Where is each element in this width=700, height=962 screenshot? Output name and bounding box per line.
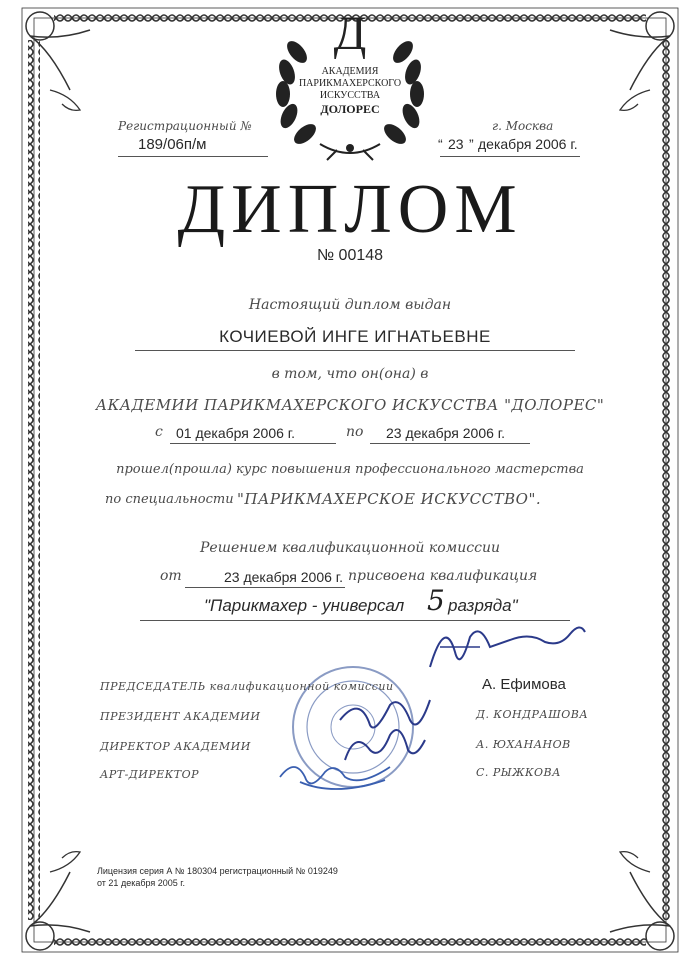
commission-label: Решением квалификационной комиссии — [200, 540, 500, 556]
logo-line-2: ПАРИКМАХЕРСКОГО — [298, 78, 402, 89]
recipient-name: КОЧИЕВОЙ ИНГЕ ИГНАТЬЕВНЕ — [219, 327, 491, 346]
course-line-1: прошел(прошла) курс повышения профессионального мастерства — [116, 462, 584, 477]
date-quote-open: “ — [438, 136, 443, 152]
signatory-role-director: ДИРЕКТОР АКАДЕМИИ — [100, 740, 251, 753]
qualification: "Парикмахер - универсал — [204, 596, 405, 615]
commission-date-underline — [185, 587, 345, 588]
registration-number: 189/06п/м — [138, 136, 207, 153]
issued-label: Настоящий диплом выдан — [248, 297, 452, 313]
diploma-number: № 00148 — [316, 247, 384, 264]
signatory-role-chairman: ПРЕДСЕДАТЕЛЬ квалификационной комиссии — [100, 680, 394, 693]
signatory-name-director: А. ЮХАНАНОВ — [476, 738, 571, 751]
commission-from-label: от — [160, 568, 182, 584]
diploma-title: ДИПЛОМ — [177, 171, 523, 248]
signatory-name-art-director: С. РЫЖКОВА — [476, 766, 561, 779]
registration-label: Регистрационный № — [118, 119, 252, 133]
logo-line-3: ИСКУССТВА — [319, 90, 381, 101]
qualification-grade: 5 — [427, 584, 445, 617]
chairman-signature — [420, 612, 590, 674]
specialty-label: по специальности — [105, 492, 234, 507]
side-ornament-left — [50, 90, 80, 872]
side-ornament-right — [620, 90, 650, 872]
logo-letter: Д — [333, 7, 367, 60]
signatory-role-president: ПРЕЗИДЕНТ АКАДЕМИИ — [100, 710, 261, 723]
date-quote-close: ” — [469, 136, 474, 152]
logo-line-4: ДОЛОРЕС — [320, 102, 380, 116]
issue-date-day: 23 — [448, 136, 464, 152]
to-date-underline — [370, 443, 530, 444]
specialty-name: "ПАРИКМАХЕРСКОЕ ИСКУССТВО". — [237, 490, 542, 508]
signatory-name-president: Д. КОНДРАШОВА — [476, 708, 589, 721]
city-label: г. Москва — [492, 119, 554, 133]
license-line-1: Лицензия серия А № 180304 регистрационный № 019249 — [97, 866, 338, 876]
period-from-date: 01 декабря 2006 г. — [176, 425, 296, 441]
qualification-suffix: разряда" — [448, 596, 518, 615]
issue-date-month-year: декабря 2006 г. — [478, 136, 578, 152]
period-to-date: 23 декабря 2006 г. — [386, 425, 506, 441]
signatory-role-art-director: АРТ-ДИРЕКТОР — [100, 768, 200, 781]
art-director-signature — [275, 752, 395, 802]
commission-date: 23 декабря 2006 г. — [224, 569, 344, 585]
logo-line-1: АКАДЕМИЯ — [321, 66, 379, 77]
academy-name: АКАДЕМИИ ПАРИКМАХЕРСКОГО ИСКУССТВА "ДОЛОРЕС" — [95, 396, 605, 414]
period-from-label: с — [155, 424, 163, 440]
recipient-underline — [135, 350, 575, 351]
date-underline — [440, 156, 580, 157]
assigned-label: присвоена квалификация — [348, 568, 538, 584]
period-to-label: по — [346, 424, 364, 440]
license-line-2: от 21 декабря 2005 г. — [97, 878, 185, 888]
that-label: в том, что он(она) в — [271, 366, 429, 382]
from-date-underline — [170, 443, 336, 444]
registration-underline — [118, 156, 268, 157]
signatory-name-chairman: А. Ефимова — [482, 676, 566, 693]
